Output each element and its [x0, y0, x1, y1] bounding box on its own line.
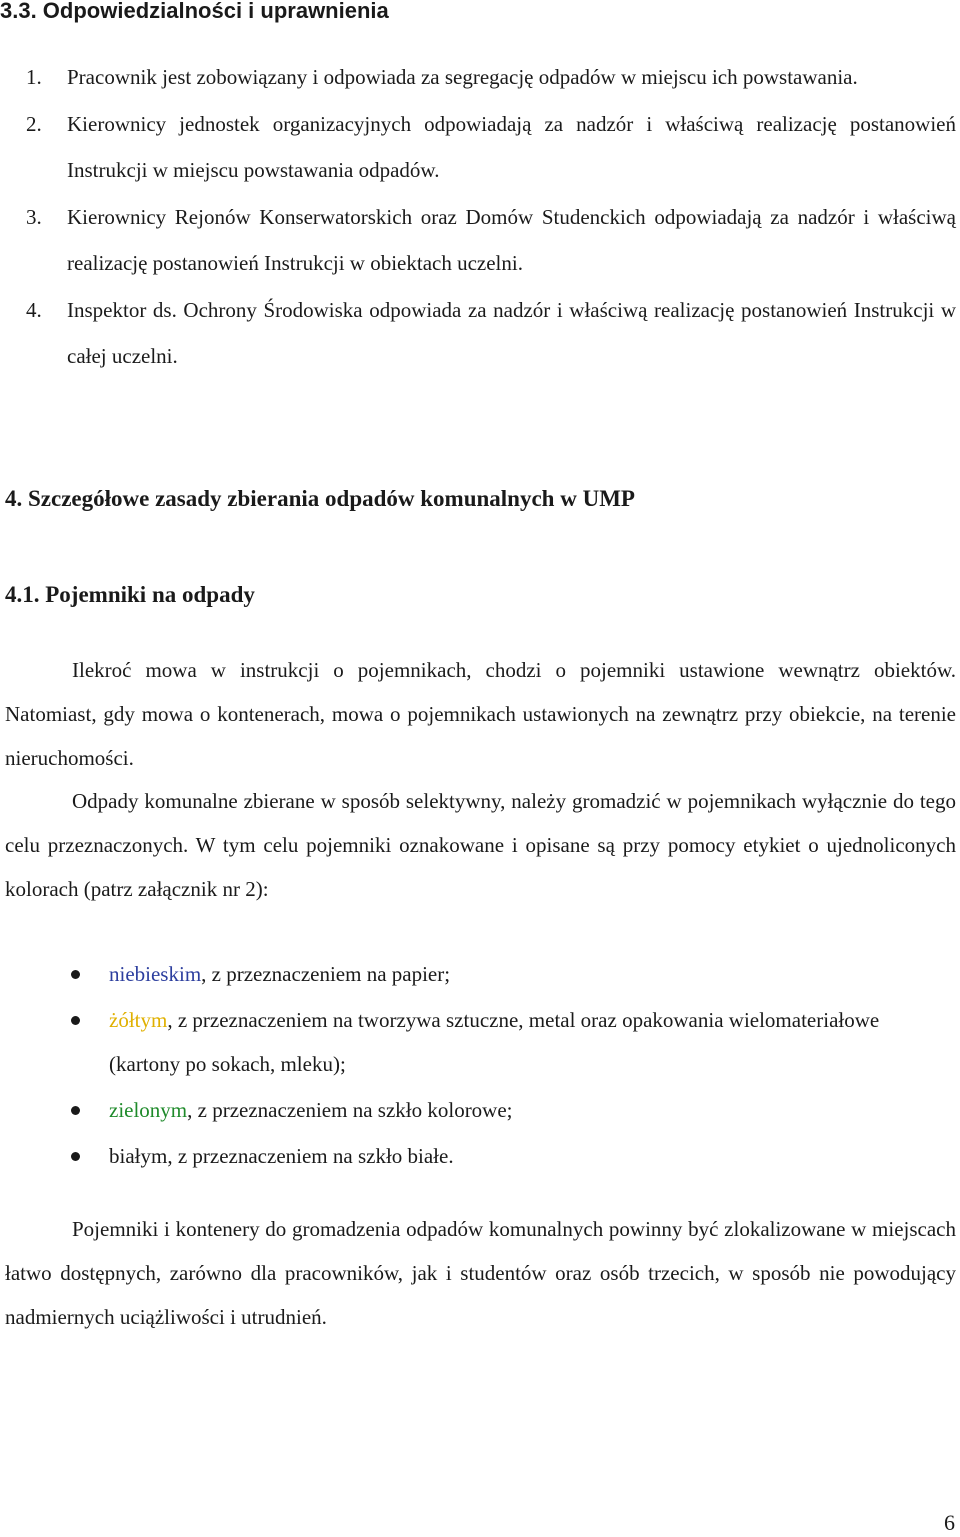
bullet-icon: [71, 1106, 80, 1115]
page-number: 6: [944, 1510, 955, 1535]
list-item-number: 3.: [26, 204, 42, 229]
bullet-icon: [71, 970, 80, 979]
list-item-number: 4.: [26, 297, 42, 322]
container-color-list: [0, 952, 900, 1180]
paragraph-containers-definition: Ilekroć mowa w instrukcji o pojemnikach, chodzi o pojemniki ustawione wewnątrz obiektów. Natomiast, gdy mowa o kontenerach, mowa o pojemnikach ustawionych na zewnątrz przy obiekcie, na terenie nieruchomości.: [5, 658, 956, 770]
subsection-title: 4.1. Pojemniki na odpady: [5, 582, 255, 607]
list-item-number: 2.: [26, 111, 42, 136]
list-item-number: 1.: [26, 65, 42, 89]
color-word: niebieskim: [109, 962, 202, 986]
list-item-text: Inspektor ds. Ochrony Środowiska odpowiada za nadzór i właściwą realizację postanowień Instrukcji w całej uczelni.: [67, 297, 956, 368]
list-item-blue: [0, 952, 900, 996]
list-item: [0, 101, 956, 194]
paragraph-selective-collection: Odpady komunalne zbierane w sposób selektywny, należy gromadzić w pojemnikach wyłącznie do tego celu przeznaczonych. W tym celu pojemniki oznakowane i opisane są przy pomocy etykiet o ujednoliconych kolorach (patrz załącznik nr 2):: [5, 789, 956, 901]
section-title: 3.3. Odpowiedzialności i uprawnienia: [0, 0, 389, 23]
list-item-white: [0, 1134, 900, 1178]
color-word: żółtym: [109, 1008, 168, 1032]
list-item-yellow: [0, 998, 900, 1086]
list-item: [0, 287, 956, 380]
bullet-icon: [71, 1152, 80, 1161]
list-item-text: Kierownicy jednostek organizacyjnych odpowiadają za nadzór i właściwą realizację postanowień Instrukcji w miejscu powstawania odpadów.: [67, 111, 956, 182]
color-purpose: , z przeznaczeniem na tworzywa sztuczne, metal oraz opakowania wielomateriałowe (kartony po sokach, mleku);: [109, 1008, 880, 1076]
color-word: zielonym: [109, 1098, 188, 1122]
list-item-green: [0, 1088, 900, 1132]
responsibilities-list: [0, 54, 956, 380]
list-item-text: Pracownik jest zobowiązany i odpowiada za segregację odpadów w miejscu ich powstawania.: [67, 65, 858, 89]
color-purpose: , z przeznaczeniem na szkło kolorowe;: [187, 1098, 513, 1122]
list-item-text: Kierownicy Rejonów Konserwatorskich oraz Domów Studenckich odpowiadają za nadzór i właściwą realizację postanowień Instrukcji w obiektach uczelni.: [67, 204, 956, 275]
chapter-title: 4. Szczegółowe zasady zbierania odpadów komunalnych w UMP: [5, 486, 635, 511]
color-purpose: , z przeznaczeniem na papier;: [201, 962, 451, 986]
color-purpose: , z przeznaczeniem na szkło białe.: [167, 1144, 454, 1168]
paragraph-container-location: Pojemniki i kontenery do gromadzenia odpadów komunalnych powinny być zlokalizowane w miejscach łatwo dostępnych, zarówno dla pracowników, jak i studentów oraz osób trzecich, w sposób nie powodujący nadmiernych uciążliwości i utrudnień.: [5, 1217, 956, 1329]
color-word: białym: [109, 1144, 168, 1168]
list-item: [0, 194, 956, 287]
bullet-icon: [71, 1016, 80, 1025]
list-item: [0, 54, 956, 101]
